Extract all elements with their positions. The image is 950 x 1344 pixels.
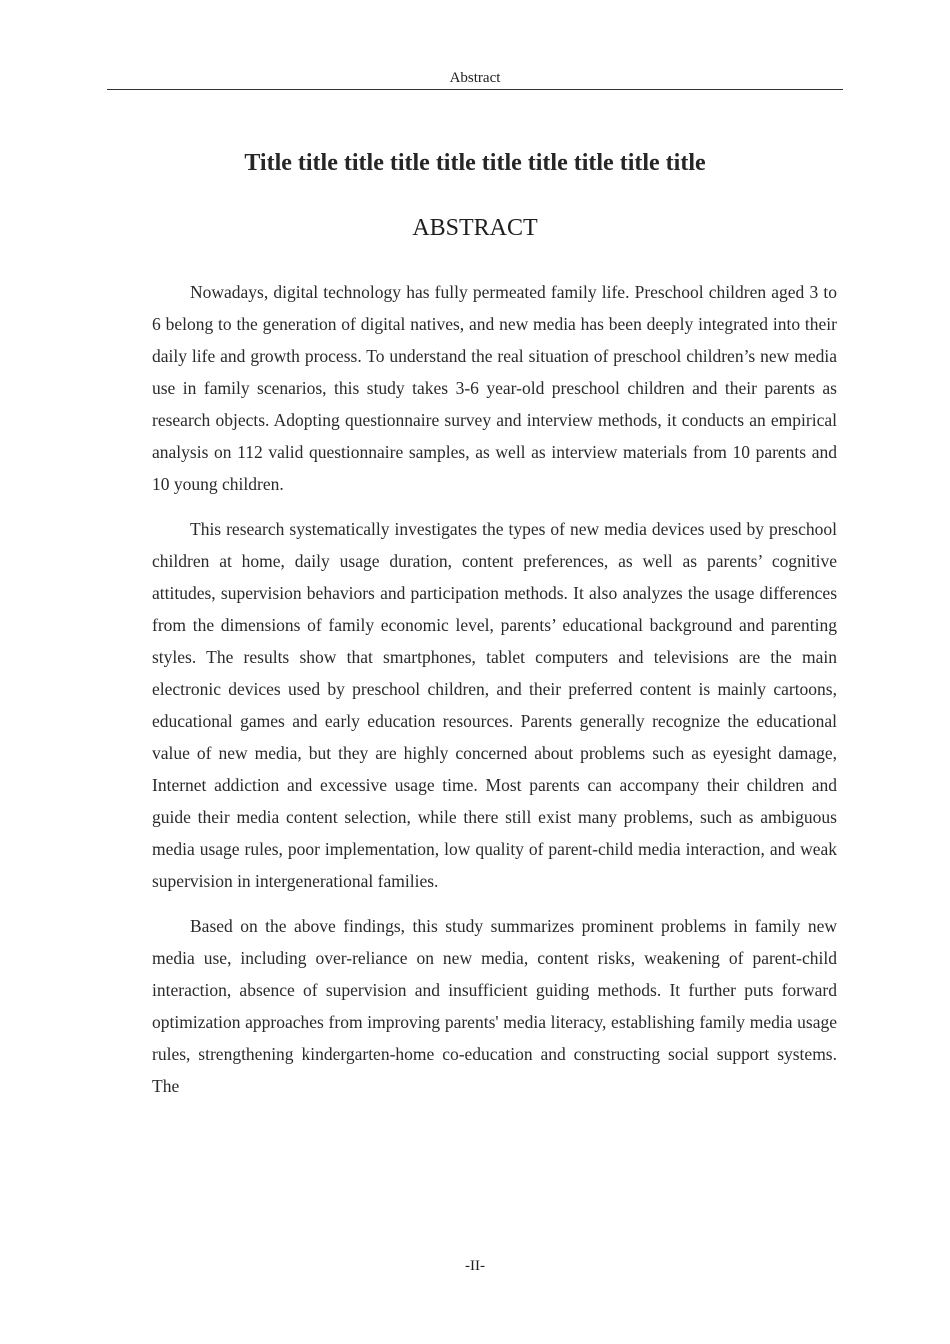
document-title: Title title title title title title title title title title: [244, 150, 706, 176]
abstract-paragraph-3: Based on the above findings, this study summarizes prominent problems in family new media use, including over-reliance on new media, content risks, weakening of parent-child interaction, absence of supervision and insufficient guiding methods. It further puts forward optimization approaches from improving parents' media literacy, establishing family media usage rules, strengthening kindergarten-home co-education and constructing social support systems. The: [152, 916, 837, 1096]
page-number: -II-: [465, 1258, 485, 1274]
abstract-paragraph-2: This research systematically investigates the types of new media devices used by preschool children at home, daily usage duration, content preferences, as well as parents’ cognitive attitudes, supervision behaviors and participation methods. It also analyzes the usage differences from the dimensions of family economic level, parents’ educational background and parenting styles. The results show that smartphones, tablet computers and televisions are the main electronic devices used by preschool children, and their preferred content is mainly cartoons, educational games and early education resources. Parents generally recognize the educational value of new media, but they are highly concerned about problems such as eyesight damage, Internet addiction and excessive usage time. Most parents can accompany their children and guide their media content selection, while there still exist many problems, such as ambiguous media usage rules, poor implementation, low quality of parent-child media interaction, and weak supervision in intergenerational families.: [152, 519, 837, 891]
abstract-heading: ABSTRACT: [412, 215, 538, 241]
running-header: Abstract: [107, 70, 843, 90]
abstract-paragraph-1: Nowadays, digital technology has fully permeated family life. Preschool children aged 3 to 6 belong to the generation of digital natives, and new media has been deeply integrated into their daily life and growth process. To understand the real situation of preschool children’s new media use in family scenarios, this study takes 3-6 year-old preschool children and their parents as research objects. Adopting questionnaire survey and interview methods, it conducts an empirical analysis on 112 valid questionnaire samples, as well as interview materials from 10 parents and 10 young children.: [152, 282, 837, 494]
abstract-body: [152, 276, 837, 1115]
